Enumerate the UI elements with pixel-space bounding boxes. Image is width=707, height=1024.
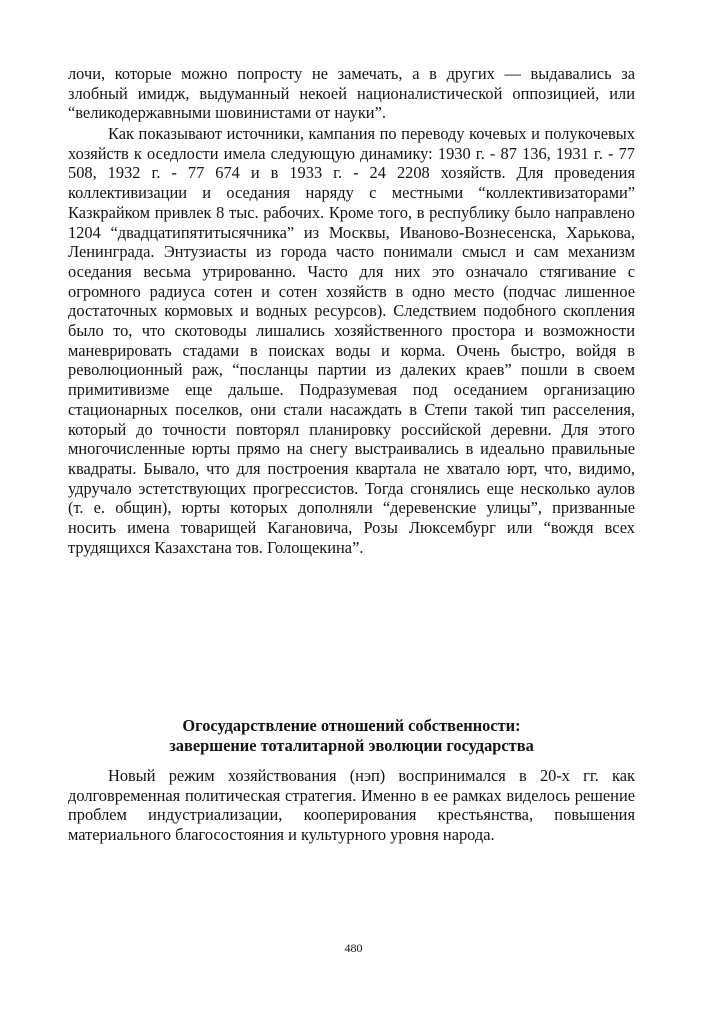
continuation-paragraph: лочи, которые можно попросту не замечать, а в других — выдавались за злобный имидж, выдуманный некоей националистической оппозицией, или “великодержавными шовинистами от науки”. [68,64,635,123]
section-paragraph-block [68,766,635,845]
continuation-paragraph-block [68,64,635,123]
section-heading [68,716,635,756]
page-number: 480 [344,941,363,955]
section-heading-line-1: Огосударствление отношений собственности: [182,716,521,735]
main-paragraph: Как показывают источники, кампания по переводу кочевых и полукочевых хозяйств к оседлости имела следующую динамику: 1930 г. - 87 136, 1931 г. - 77 508, 1932 г. - 77 674 и в 1933 г. - 24 2208 хозяйств. Для проведения коллективизации и оседания наряду с местными “коллективизаторами” Казкрайком привлек 8 тыс. рабочих. Кроме того, в республику было направлено 1204 “двадцатипятитысячника” из Москвы, Иваново-Вознесенска, Харькова, Ленинграда. Энтузиасты из города часто понимали смысл и сам механизм оседания весьма утрированно. Часто для них это означало стягивание с огромного радиуса сотен и сотен хозяйств в одно место (подчас лишенное достаточных кормовых и водных ресурсов). Следствием подобного скопления было то, что скотоводы лишались хозяйственного простора и возможности маневрировать стадами в поисках воды и корма. Очень быстро, войдя в революционный раж, “посланцы партии из далеких краев” пошли в своем примитивизме еще дальше. Подразумевая под оседанием организацию стационарных поселков, они стали насаждать в Степи такой тип расселения, который до точности повторял планировку российской деревни. Для этого многочисленные юрты прямо на снегу выстраивались в идеально правильные квадраты. Бывало, что для построения квартала не хватало юрт, что, видимо, удручало эстетствующих прогрессистов. Тогда сгонялись еще несколько аулов (т. е. общин), юрты которых дополняли “деревенские улицы”, призванные носить имена товарищей Кагановича, Розы Люксембург или “вождя всех трудящихся Казахстана тов. Голощекина”. [68,124,635,557]
main-paragraph-block [68,124,635,557]
section-paragraph: Новый режим хозяйствования (нэп) воспринимался в 20-х гг. как долговременная политическая стратегия. Именно в ее рамках виделось решение проблем индустриализации, кооперирования крестьянства, повышения материального благосостояния и культурного уровня народа. [68,766,635,845]
section-heading-line-2: завершение тоталитарной эволюции государства [169,736,534,755]
